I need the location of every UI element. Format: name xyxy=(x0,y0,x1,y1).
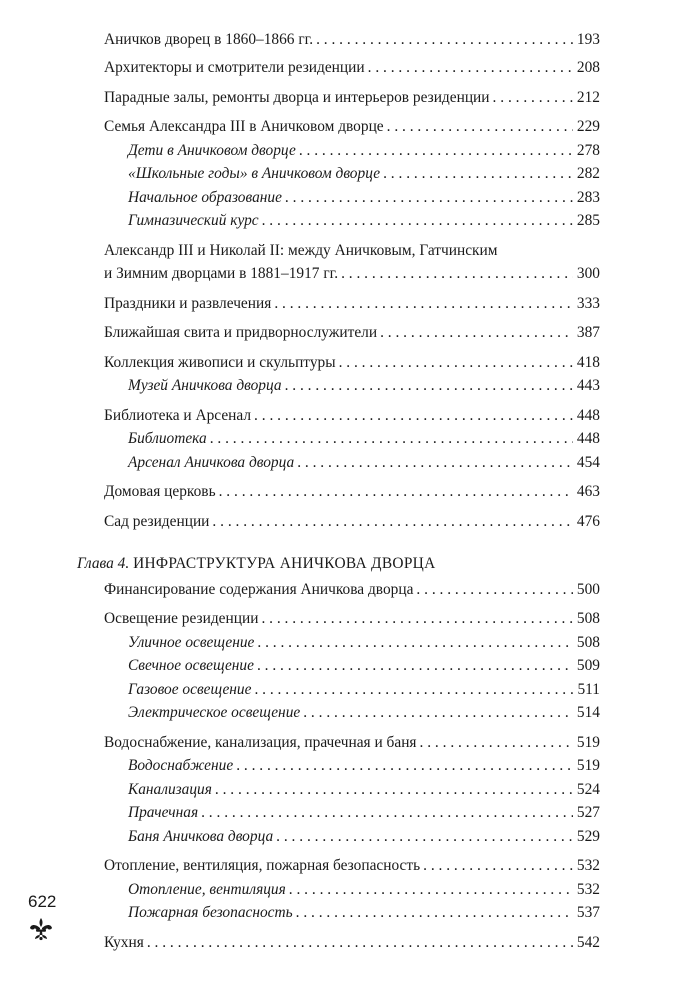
toc-entry-title: Пожарная безопасность xyxy=(128,904,293,921)
toc-entry xyxy=(104,86,600,110)
dot-leader xyxy=(201,801,573,825)
toc-entry xyxy=(104,931,600,955)
dot-leader xyxy=(297,451,573,475)
dot-leader xyxy=(380,321,573,345)
toc-entry-page: 508 xyxy=(576,610,600,627)
toc-entry xyxy=(104,30,600,50)
toc-entry-page: 509 xyxy=(576,657,600,674)
toc-entry-title: Отопление, вентиляция, пожарная безопасность xyxy=(104,857,421,874)
toc-entry-page: 500 xyxy=(576,580,600,598)
toc-entry-title-line1: Александр III и Николай II: между Аничковым, Гатчинским xyxy=(104,241,498,259)
toc-subentry xyxy=(104,754,600,778)
chapter-heading xyxy=(77,552,600,576)
dot-leader xyxy=(493,86,573,110)
toc-entry-title: «Школьные годы» в Аничковом дворце xyxy=(128,165,381,182)
dot-leader xyxy=(285,374,573,398)
toc-entry xyxy=(104,510,600,534)
toc-entry-title: Электрическое освещение xyxy=(128,704,301,721)
dot-leader xyxy=(212,510,573,534)
toc-entry-title-line2: и Зимним дворцами в 1881–1917 гг. xyxy=(104,265,339,282)
toc-entry-page: 508 xyxy=(576,633,600,651)
dot-leader xyxy=(285,186,573,210)
toc-entry-page: 278 xyxy=(576,141,600,159)
dot-leader xyxy=(254,678,573,702)
toc-entry-title: Прачечная xyxy=(128,804,199,821)
dot-leader xyxy=(147,931,573,955)
toc-entry xyxy=(104,731,600,755)
toc-subentry xyxy=(104,162,600,186)
toc-entry-title: Газовое освещение xyxy=(128,680,252,698)
chapter-title: ИНФРАСТРУКТУРА АНИЧКОВА ДВОРЦА xyxy=(133,555,436,572)
toc-entry-title: Домовая церковь xyxy=(104,483,216,500)
toc-entry-page: 519 xyxy=(576,757,600,774)
toc-entry-title: Парадные залы, ремонты дворца и интерьеров резиденции xyxy=(104,88,490,106)
dot-leader xyxy=(339,351,573,375)
dot-leader xyxy=(341,262,573,286)
toc-entry-page: 511 xyxy=(577,680,600,698)
toc-entry-page: 524 xyxy=(576,780,600,798)
dot-leader xyxy=(368,56,573,80)
toc-entry-title: Водоснабжение, канализация, прачечная и баня xyxy=(104,733,417,751)
toc-subentry xyxy=(104,631,600,655)
toc-entry-page: 529 xyxy=(576,827,600,845)
toc-entry-title: Библиотека xyxy=(128,430,207,447)
toc-entry-page: 448 xyxy=(576,406,600,424)
toc-entry-title: Библиотека и Арсенал xyxy=(104,406,252,424)
toc-entry xyxy=(104,351,600,375)
dot-leader xyxy=(210,427,573,451)
toc-entry-title: Баня Аничкова дворца xyxy=(128,827,274,845)
toc-entry-title: Финансирование содержания Аничкова дворца xyxy=(104,580,414,598)
toc-entry-title: Свечное освещение xyxy=(128,657,254,674)
dot-leader xyxy=(215,778,573,802)
toc-entry-title: Арсенал Аничкова дворца xyxy=(128,453,295,471)
toc-entry-multiline xyxy=(104,239,600,286)
toc-entry-title: Архитекторы и смотрители резиденции xyxy=(104,59,365,76)
toc-subentry xyxy=(104,139,600,163)
toc-entry xyxy=(104,480,600,504)
toc-entry-line2 xyxy=(104,262,600,286)
toc-entry-page: 282 xyxy=(576,165,600,182)
dot-leader xyxy=(219,480,573,504)
toc-entry-page: 527 xyxy=(576,804,600,821)
toc-entry-page: 443 xyxy=(576,377,600,394)
toc-subentry xyxy=(104,654,600,678)
toc-entry-page: 463 xyxy=(576,483,600,500)
toc-entry-page: 476 xyxy=(576,512,600,530)
dot-leader xyxy=(296,901,573,925)
toc-entry-page: 285 xyxy=(576,212,600,229)
toc-group-2 xyxy=(104,292,600,534)
toc-subentry xyxy=(104,374,600,398)
dot-leader xyxy=(236,754,573,778)
toc-entry xyxy=(104,404,600,428)
toc-subentry xyxy=(104,678,600,702)
toc-subentry xyxy=(104,209,600,233)
toc-entry-title: Дети в Аничковом дворце xyxy=(128,141,296,159)
toc-entry-page: 283 xyxy=(576,188,600,206)
chapter-label: Глава 4. xyxy=(77,555,130,572)
toc-entry-page: 229 xyxy=(576,118,600,135)
toc-entry-page: 454 xyxy=(576,453,600,471)
dot-leader xyxy=(261,607,573,631)
toc-entry-title: Освещение резиденции xyxy=(104,610,259,627)
dot-leader xyxy=(257,631,573,655)
toc-subentry xyxy=(104,901,600,925)
toc-subentry xyxy=(104,701,600,725)
toc-subentry xyxy=(104,427,600,451)
toc-subentry xyxy=(104,778,600,802)
toc-entry-title: Отопление, вентиляция xyxy=(128,880,286,898)
dot-leader xyxy=(423,854,573,878)
toc-entry-page: 387 xyxy=(576,324,600,341)
dot-leader xyxy=(387,115,573,139)
toc-subentry xyxy=(104,801,600,825)
toc-subentry xyxy=(104,186,600,210)
dot-leader xyxy=(303,701,573,725)
dot-leader xyxy=(254,404,573,428)
dot-leader xyxy=(274,292,573,316)
toc-entry-title: Семья Александра III в Аничковом дворце xyxy=(104,118,384,135)
toc-entry-page: 448 xyxy=(576,430,600,447)
toc-entry-title: Аничков дворец в 1860–1866 гг. xyxy=(104,31,314,48)
dot-leader xyxy=(383,162,573,186)
dot-leader xyxy=(289,878,573,902)
toc-entry-title: Уличное освещение xyxy=(128,633,255,651)
fleuron-icon xyxy=(28,917,54,941)
toc-entry-page: 542 xyxy=(576,933,600,951)
toc-subentry xyxy=(104,825,600,849)
toc-entry-title: Праздники и развлечения xyxy=(104,294,272,312)
toc-entry xyxy=(104,854,600,878)
toc-entry xyxy=(104,607,600,631)
toc-entry-title: Начальное образование xyxy=(128,188,282,206)
toc-entry-title: Водоснабжение xyxy=(128,757,234,774)
toc-entry-title: Гимназический курс xyxy=(128,212,259,229)
toc-entry-page: 212 xyxy=(576,88,600,106)
toc-entry-title: Канализация xyxy=(128,780,212,798)
toc-entry-page: 514 xyxy=(576,704,600,721)
toc-entry-page: 532 xyxy=(576,857,600,874)
toc-entry xyxy=(104,578,600,602)
toc-entry xyxy=(104,56,600,80)
toc-entry-page: 418 xyxy=(576,353,600,371)
toc-entry xyxy=(104,292,600,316)
toc-group-1 xyxy=(104,30,600,233)
toc-entry-title: Ближайшая свита и придворнослужители xyxy=(104,324,378,341)
toc-entry-page: 193 xyxy=(576,31,600,48)
toc-entry xyxy=(104,115,600,139)
toc-entry-title: Сад резиденции xyxy=(104,512,210,530)
dot-leader xyxy=(262,209,573,233)
table-of-contents xyxy=(77,30,600,954)
page-number: 622 xyxy=(28,892,57,911)
toc-entry-page: 300 xyxy=(576,265,600,282)
toc-entry-page: 519 xyxy=(576,733,600,751)
toc-entry-page: 333 xyxy=(576,294,600,312)
dot-leader xyxy=(257,654,573,678)
dot-leader xyxy=(276,825,573,849)
toc-group-3 xyxy=(104,578,600,955)
toc-subentry xyxy=(104,451,600,475)
dot-leader xyxy=(420,731,573,755)
toc-entry-title: Музей Аничкова дворца xyxy=(128,377,282,394)
dot-leader xyxy=(299,139,573,163)
toc-subentry xyxy=(104,878,600,902)
dot-leader xyxy=(416,578,573,602)
dot-leader xyxy=(316,30,573,50)
toc-entry-page: 537 xyxy=(576,904,600,921)
toc-entry-page: 208 xyxy=(576,59,600,76)
toc-entry-title: Коллекция живописи и скульптуры xyxy=(104,353,336,371)
toc-entry-title: Кухня xyxy=(104,933,144,951)
toc-entry xyxy=(104,321,600,345)
toc-entry-page: 532 xyxy=(576,880,600,898)
